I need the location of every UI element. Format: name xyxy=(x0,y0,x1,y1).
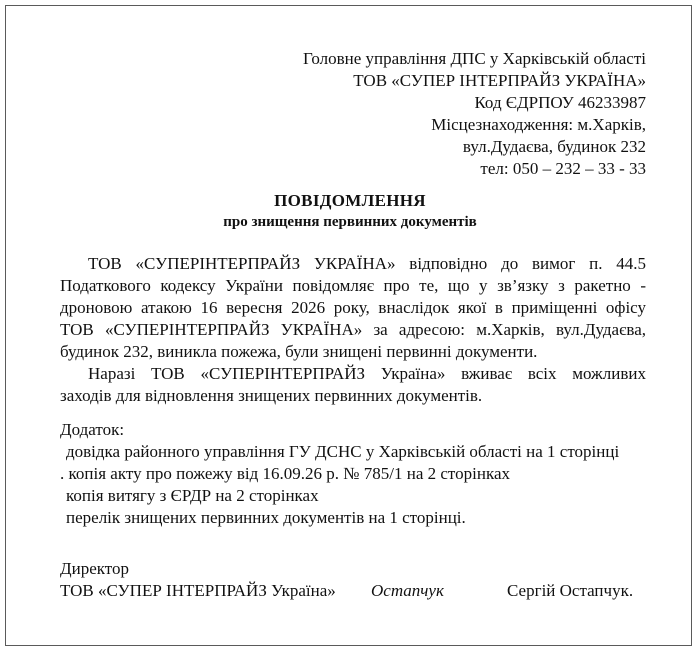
para1-line2: Податкового кодексу України повідомляє про те, що у зв’язку з ракетно - xyxy=(60,276,646,295)
para1-line4: ТОВ «СУПЕРІНТЕРПРАЙЗ УКРАЇНА» за адресою: м.Харків, вул.Дудаєва, xyxy=(60,320,646,339)
para2-line2: заходів для відновлення знищених первинних документів. xyxy=(60,386,483,405)
attachments-label: Додаток: xyxy=(60,420,125,439)
para1-line5: будинок 232, виникла пожежа, були знищені первинні документи. xyxy=(60,342,538,361)
header-location: Місцезнаходження: м.Харків, xyxy=(431,115,646,134)
header-phone: тел: 050 – 232 – 33 - 33 xyxy=(480,159,646,178)
para1-line1: ТОВ «СУПЕРІНТЕРПРАЙЗ УКРАЇНА» відповідно до вимог п. 44.5 xyxy=(88,254,646,273)
para2-line1: Наразі ТОВ «СУПЕРІНТЕРПРАЙЗ Україна» вживає всіх можливих xyxy=(88,364,646,383)
signatory-name: Сергій Остапчук. xyxy=(507,581,634,600)
signature-company: ТОВ «СУПЕР ІНТЕРПРАЙЗ Україна» xyxy=(60,581,336,600)
header-company: ТОВ «СУПЕР ІНТЕРПРАЙЗ УКРАЇНА» xyxy=(353,71,646,90)
attachment-item: перелік знищених первинних документів на 1 сторінці. xyxy=(66,508,466,527)
handwritten-signature: Остапчук xyxy=(371,581,444,600)
document-title: ПОВІДОМЛЕННЯ xyxy=(274,191,426,210)
header-recipient: Головне управління ДПС у Харківській області xyxy=(303,49,646,68)
para1-line3: дроновою атакою 16 вересня 2026 року, внаслідок якої в приміщенні офісу xyxy=(60,298,646,317)
document-subtitle: про знищення первинних документів xyxy=(223,214,477,230)
signature-position: Директор xyxy=(60,559,129,578)
attachment-item: . копія акту про пожежу від 16.09.26 р. № 785/1 на 2 сторінках xyxy=(60,464,511,483)
attachment-item: копія витягу з ЄРДР на 2 сторінках xyxy=(66,486,319,505)
header-street: вул.Дудаєва, будинок 232 xyxy=(462,137,646,156)
attachment-item: довідка районного управління ГУ ДСНС у Харківській області на 1 сторінці xyxy=(66,442,620,461)
header-edrpou: Код ЄДРПОУ 46233987 xyxy=(474,93,646,112)
